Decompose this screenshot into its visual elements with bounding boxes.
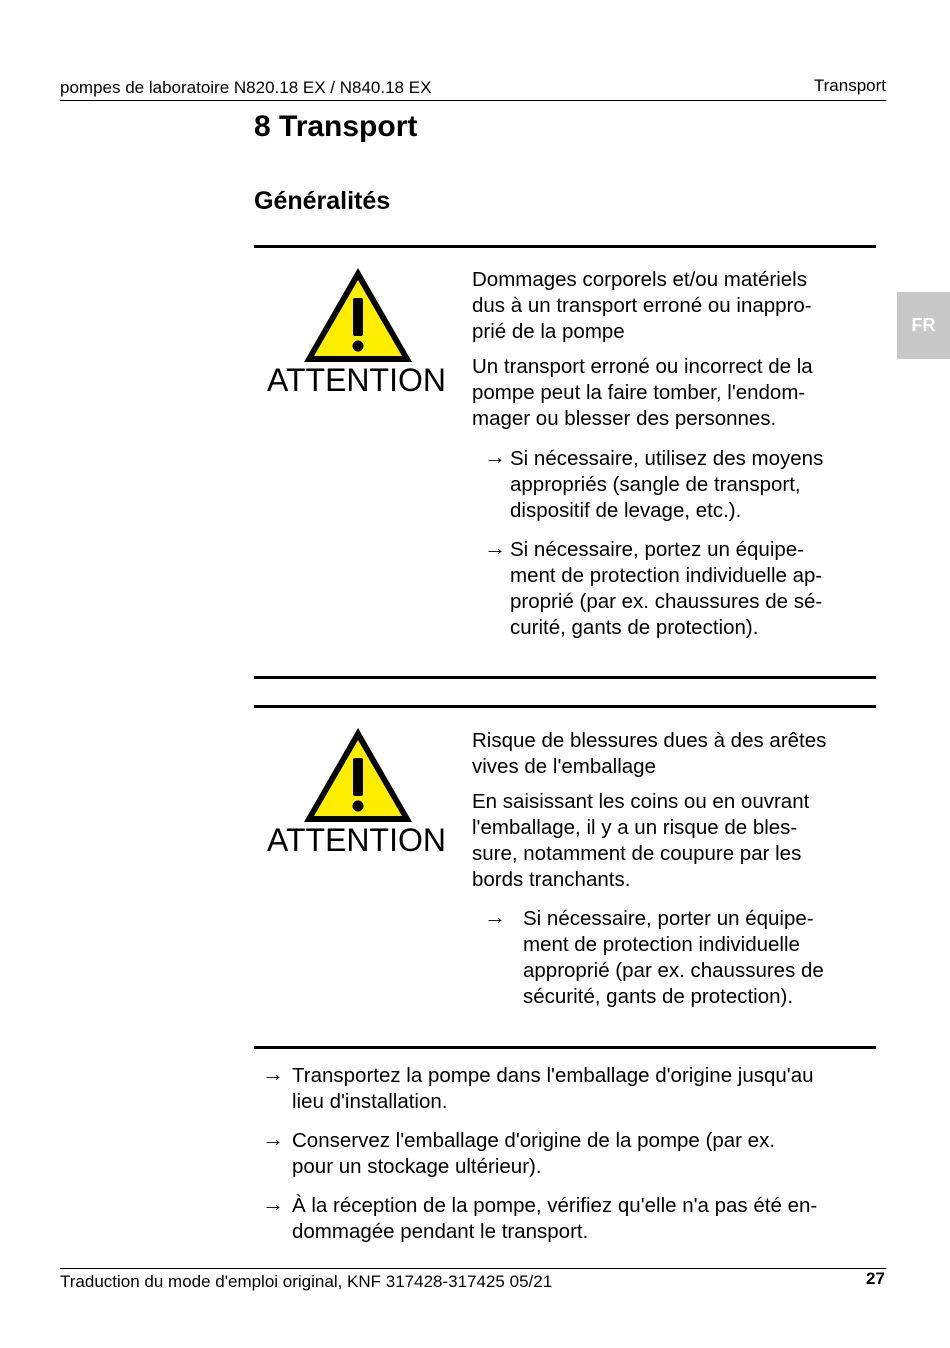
action-line: curité, gants de protection). xyxy=(510,616,759,639)
warning-triangle-icon xyxy=(302,726,414,824)
instruction-line: À la réception de la pompe, vérifiez qu'elle n'a pas été en- xyxy=(292,1194,818,1217)
warning2-top-rule xyxy=(254,705,876,708)
action-line: Si nécessaire, utilisez des moyens xyxy=(510,447,824,470)
right-arrow-icon: → xyxy=(262,1126,284,1151)
instruction-line: pour un stockage ultérieur). xyxy=(292,1155,542,1178)
right-arrow-icon: → xyxy=(262,1191,284,1216)
warning1-title-line: prié de la pompe xyxy=(472,320,625,343)
warning1-action-1 xyxy=(510,446,870,524)
warning2-body-line: En saisissant les coins ou en ouvrant xyxy=(472,790,810,813)
running-header-right: Transport xyxy=(813,76,886,95)
page-number: 27 xyxy=(866,1269,885,1288)
action-line: appropriés (sangle de transport, xyxy=(510,473,801,496)
warning1-bottom-rule xyxy=(254,676,876,679)
instruction-line: lieu d'installation. xyxy=(292,1090,448,1113)
warning1-title xyxy=(472,267,872,345)
right-arrow-icon: → xyxy=(484,444,506,469)
instruction-line: Conservez l'emballage d'origine de la pompe (par ex. xyxy=(292,1129,776,1152)
warning1-body-line: mager ou blesser des personnes. xyxy=(472,407,777,430)
right-arrow-icon: → xyxy=(484,904,506,929)
warning1-title-line: Dommages corporels et/ou matériels xyxy=(472,268,807,291)
footer-rule xyxy=(60,1268,886,1269)
header-rule xyxy=(60,100,886,101)
action-line: approprié (par ex. chaussures de xyxy=(523,959,824,982)
warning2-body-line: sure, notamment de coupure par les xyxy=(472,842,802,865)
warning2-bottom-rule xyxy=(254,1046,876,1049)
warning2-body-line: bords tranchants. xyxy=(472,868,631,891)
warning2-body-line: l'emballage, il y a un risque de bles- xyxy=(472,816,798,839)
warning1-body-line: Un transport erroné ou incorrect de la xyxy=(472,355,813,378)
instruction-line: Transportez la pompe dans l'emballage d'origine jusqu'au xyxy=(292,1064,814,1087)
action-line: sécurité, gants de protection). xyxy=(523,985,794,1008)
instruction-item xyxy=(292,1193,882,1245)
warning2-action-1 xyxy=(523,906,873,1010)
footer-text: Traduction du mode d'emploi original, KNF 317428-317425 05/21 xyxy=(60,1272,553,1291)
action-line: ment de protection individuelle ap- xyxy=(510,564,823,587)
warning2-signal-word: ATTENTION xyxy=(267,822,446,858)
warning-triangle-icon xyxy=(302,266,414,364)
language-tab: FR xyxy=(897,292,950,359)
warning1-body xyxy=(472,354,872,432)
warning2-title xyxy=(472,728,872,780)
instruction-line: dommagée pendant le transport. xyxy=(292,1220,589,1243)
warning2-body xyxy=(472,789,872,893)
section-title: Généralités xyxy=(254,187,391,215)
warning1-signal-word: ATTENTION xyxy=(267,362,446,398)
instruction-item xyxy=(292,1128,882,1180)
running-header-left: pompes de laboratoire N820.18 EX / N840.18 EX xyxy=(60,78,432,97)
warning1-action-2 xyxy=(510,537,870,641)
right-arrow-icon: → xyxy=(484,535,506,560)
instruction-item xyxy=(292,1063,882,1115)
right-arrow-icon: → xyxy=(262,1061,284,1086)
action-line: Si nécessaire, porter un équipe- xyxy=(523,907,814,930)
warning2-title-line: Risque de blessures dues à des arêtes xyxy=(472,729,827,752)
chapter-title: 8 Transport xyxy=(254,110,418,143)
action-line: proprié (par ex. chaussures de sé- xyxy=(510,590,823,613)
action-line: dispositif de levage, etc.). xyxy=(510,499,742,522)
warning1-title-line: dus à un transport erroné ou inappro- xyxy=(472,294,812,317)
warning2-title-line: vives de l'emballage xyxy=(472,755,656,778)
action-line: Si nécessaire, portez un équipe- xyxy=(510,538,805,561)
warning1-top-rule xyxy=(254,245,876,248)
action-line: ment de protection individuelle xyxy=(523,933,800,956)
warning1-body-line: pompe peut la faire tomber, l'endom- xyxy=(472,381,806,404)
